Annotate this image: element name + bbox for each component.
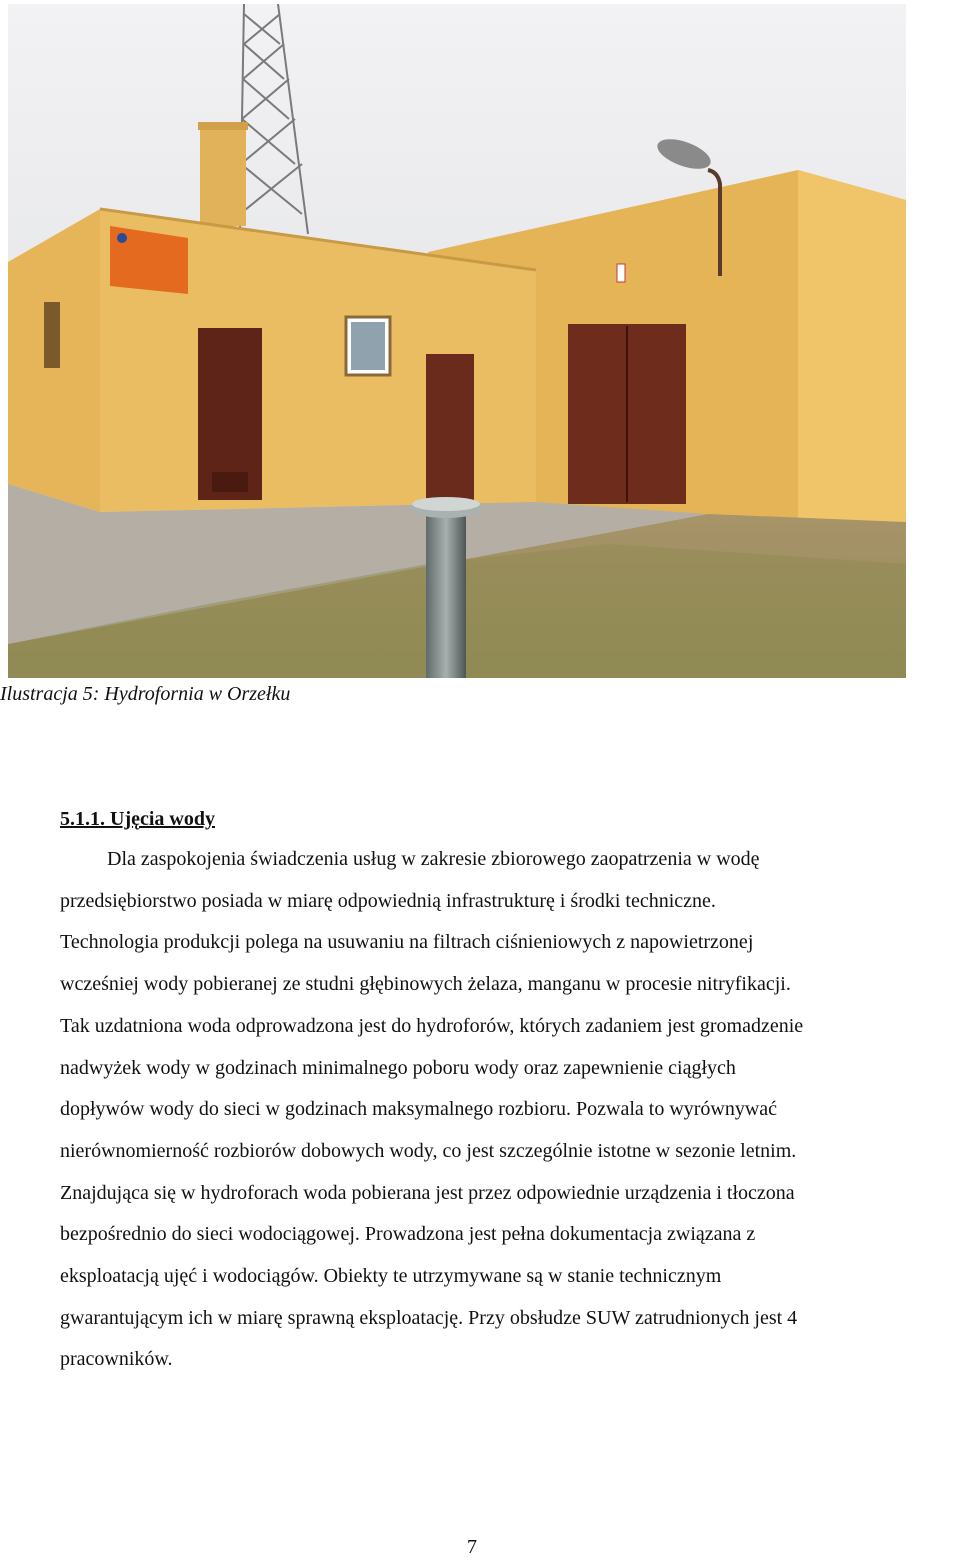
- body-line: pracowników.: [60, 1348, 173, 1371]
- body-line: nadwyżek wody w godzinach minimalnego poboru wody oraz zapewnienie ciągłych: [60, 1056, 736, 1079]
- body-line: Technologia produkcji polega na usuwaniu na filtrach ciśnieniowych z napowietrzonej: [60, 931, 754, 954]
- body-line: Dla zaspokojenia świadczenia usług w zakresie zbiorowego zaopatrzenia w wodę: [107, 848, 760, 870]
- body-line: eksploatacją ujęć i wodociągów. Obiekty te utrzymywane są w stanie technicznym: [60, 1265, 722, 1288]
- body-line: Znajdująca się w hydroforach woda pobierana jest przez odpowiednie urządzenia i tłoczona: [60, 1181, 795, 1204]
- body-line: wcześniej wody pobieranej ze studni głębinowych żelaza, manganu w procesie nitryfikacji.: [60, 973, 791, 996]
- body-line: Tak uzdatniona woda odprowadzona jest do hydroforów, których zadaniem jest gromadzenie: [60, 1014, 804, 1037]
- door-2: [426, 354, 474, 500]
- body-line: nierównomierność rozbiorów dobowych wody, co jest szczególnie istotne w sezonie letnim.: [60, 1139, 797, 1162]
- body-line: przedsiębiorstwo posiada w miarę odpowiednią infrastrukturę i środki techniczne.: [60, 889, 716, 912]
- window-left: [44, 302, 60, 368]
- figure-caption: Ilustracja 5: Hydrofornia w Orzełku: [0, 683, 291, 705]
- body-line: gwarantującym ich w miarę sprawną eksploatację. Przy obsłudze SUW zatrudnionych jest 4: [60, 1306, 798, 1329]
- section-heading: 5.1.1. Ujęcia wody: [60, 808, 215, 830]
- body-line: bezpośrednio do sieci wodociągowej. Prowadzona jest pełna dokumentacja związana z: [60, 1223, 756, 1246]
- chimney: [200, 126, 246, 226]
- page-number: 7: [467, 1536, 477, 1558]
- section-body: [60, 839, 960, 1381]
- building-photo: [8, 4, 906, 678]
- body-line: dopływów wody do sieci w godzinach maksymalnego rozbioru. Pozwala to wyrównywać: [60, 1098, 778, 1121]
